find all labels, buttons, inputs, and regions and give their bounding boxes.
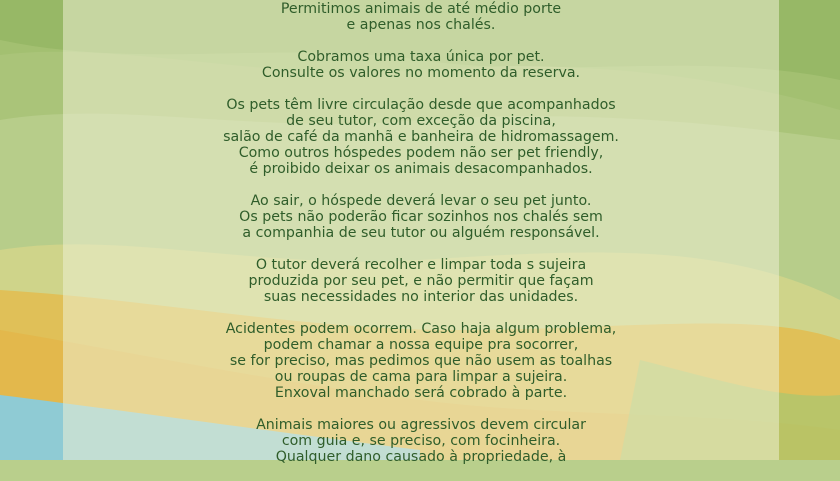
text-line: Ao sair, o hóspede deverá levar o seu pet junto. (250, 193, 592, 209)
text-line: Acidentes podem ocorrem. Caso haja algum problema, (225, 321, 617, 337)
text-line: é proibido deixar os animais desacompanhados. (249, 161, 593, 177)
paragraph-fee-policy (63, 49, 779, 81)
paragraph-size-policy (63, 1, 779, 33)
text-line: Animais maiores ou agressivos devem circular (256, 417, 586, 433)
text-line: salão de café da manhã e banheira de hidromassagem. (223, 129, 619, 145)
text-line: a companhia de seu tutor ou alguém responsável. (242, 225, 600, 241)
text-line: produzida por seu pet, e não permitir que façam (248, 273, 594, 289)
text-line: Os pets não poderão ficar sozinhos nos chalés sem (239, 209, 603, 225)
text-line: Enxoval manchado será cobrado à parte. (274, 385, 568, 401)
text-line: suas necessidades no interior das unidades. (263, 289, 579, 305)
text-line: Cobramos uma taxa única por pet. (297, 49, 545, 65)
paragraph-large-animals-policy (63, 417, 779, 465)
paragraph-cleaning-policy (63, 257, 779, 305)
text-line: com guia e, se preciso, com focinheira. (281, 433, 561, 449)
text-line: podem chamar a nossa equipe pra socorrer, (263, 337, 579, 353)
text-line: ou roupas de cama para limpar a sujeira. (274, 369, 568, 385)
paragraph-accident-policy (63, 321, 779, 401)
text-line: se for preciso, mas pedimos que não usem as toalhas (229, 353, 613, 369)
text-line: de seu tutor, com exceção da piscina, (286, 113, 556, 129)
paragraph-circulation-policy (63, 97, 779, 177)
text-line: O tutor deverá recolher e limpar toda s sujeira (255, 257, 587, 273)
text-line: e apenas nos chalés. (346, 17, 496, 33)
text-line: Qualquer dano causado à propriedade, à (275, 449, 567, 465)
text-line: Consulte os valores no momento da reserva. (261, 65, 581, 81)
text-line: Permitimos animais de até médio porte (280, 1, 562, 17)
pet-policy-text (63, 1, 779, 481)
text-line: Os pets têm livre circulação desde que acompanhados (226, 97, 616, 113)
paragraph-leaving-policy (63, 193, 779, 241)
text-line: Como outros hóspedes podem não ser pet friendly, (238, 145, 604, 161)
